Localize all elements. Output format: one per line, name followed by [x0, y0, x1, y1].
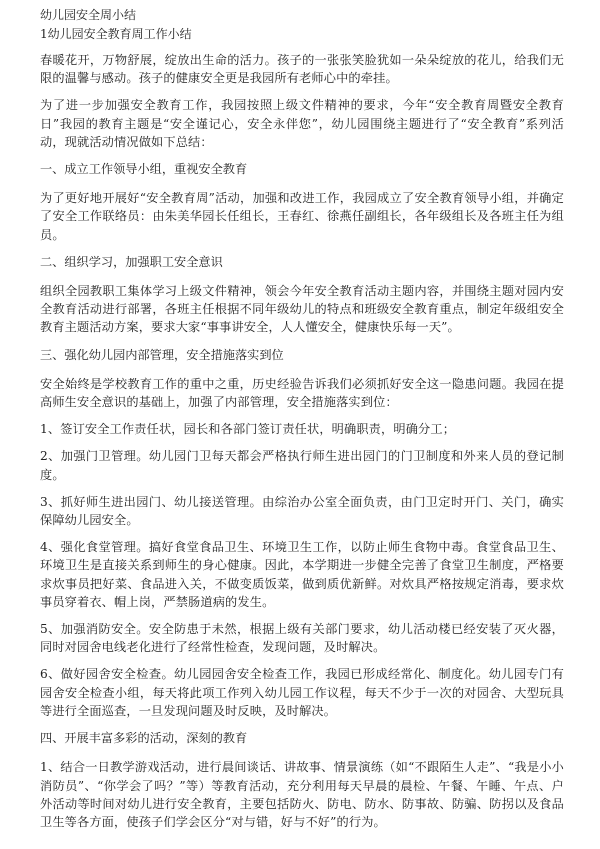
- section-heading: 三、强化幼儿园内部管理，安全措施落实到位: [40, 347, 284, 362]
- section-heading: 二、组织学习，加强职工安全意识: [40, 254, 223, 269]
- section-paragraph: 组织全园教职工集体学习上级文件精神，领会今年安全教育活动主题内容，并围绕主题对园内安全教育活动进行部署，各班主任根据不同年级幼儿的特点和班级安全教育重点，制定年级组安全教育主题活动方案，要求大家“事事讲安全，人人懂安全，健康快乐每一天”。: [40, 284, 564, 335]
- list-item: 4、强化食堂管理。搞好食堂食品卫生、环境卫生工作，以防止师生食物中毒。食堂食品卫生、环境卫生是直接关系到师生的身心健康。因此，本学期进一步健全完善了食堂卫生制度，严格要求炊事员把好菜、食品进入关，不做变质饭菜，做到质优新鲜。对炊具严格按规定消毒，要求炊事员穿着衣、帽上岗，严禁肠道病的发生。: [40, 540, 564, 609]
- section-paragraph: 为了更好地开展好“安全教育周”活动，加强和改进工作，我园成立了安全教育领导小组，并确定了安全工作联络员：由朱美华园长任组长，王春红、徐燕任副组长，各年级组长及各班主任为组员。: [40, 191, 564, 242]
- section-paragraph: 安全始终是学校教育工作的重中之重，历史经验告诉我们必须抓好安全这一隐患问题。我园在提高师生安全意识的基础上，加强了内部管理，安全措施落实到位：: [40, 376, 564, 410]
- list-item: 5、加强消防安全。安全防患于未然，根据上级有关部门要求，幼儿活动楼已经安装了灭火器，同时对园舍电线老化进行了经常性检查，发现问题，及时解决。: [40, 622, 564, 655]
- intro-paragraph: 春暖花开，万物舒展，绽放出生命的活力。孩子的一张张笑脸犹如一朵朵绽放的花儿，给我们无限的温馨与感动。孩子的健康安全更是我园所有老师心中的牵挂。: [40, 53, 564, 86]
- section-heading: 一、成立工作领导小组，重视安全教育: [40, 162, 248, 177]
- list-item: 1、签订安全工作责任状，园长和各部门签订责任状，明确职责，明确分工；: [40, 422, 456, 437]
- purpose-paragraph: 为了进一步加强安全教育工作，我园按照上级文件精神的要求，今年“安全教育周暨安全教育日”我园的教育主题是“安全谨记心，安全永伴您”，幼儿园围绕主题进行了“安全教育”系列活动，现就活动情况做如下总结：: [40, 98, 564, 149]
- section-heading: 四、开展丰富多彩的活动，深刻的教育: [40, 731, 248, 746]
- list-item: 6、做好园舍安全检查。幼儿园园舍安全检查工作，我园已形成经常化、制度化。幼儿园专门有园舍安全检查小组，每天将此项工作列入幼儿园工作议程，每天不少于一次的对园舍、大型玩具等进行全面巡查，一旦发现问题及时反映，及时解决。: [40, 667, 564, 718]
- document-title: 幼儿园安全周小结: [40, 8, 137, 22]
- list-item: 2、加强门卫管理。幼儿园门卫每天都会严格执行师生进出园门的门卫制度和外来人员的登记制度。: [40, 449, 564, 482]
- list-item: 3、抓好师生进出园门、幼儿接送管理。由综治办公室全面负责，由门卫定时开门、关门，确实保障幼儿园安全。: [40, 494, 564, 528]
- list-item: 1、结合一日教学游戏活动，进行晨间谈话、讲故事、情景演练（如“不跟陌生人走”、“我是小小消防员”、“你学会了吗？”等）等教育活动，充分利用每天早晨的晨检、午餐、午睡、午点、户外活动等时间对幼儿进行安全教育，主要包括防火、防电、防水、防事故、防骗、防拐以及食品卫生等各方面，使孩子们学会区分“对与错，好与不好”的行为。: [40, 760, 564, 829]
- document-subtitle: 1幼儿园安全教育周工作小结: [40, 27, 192, 41]
